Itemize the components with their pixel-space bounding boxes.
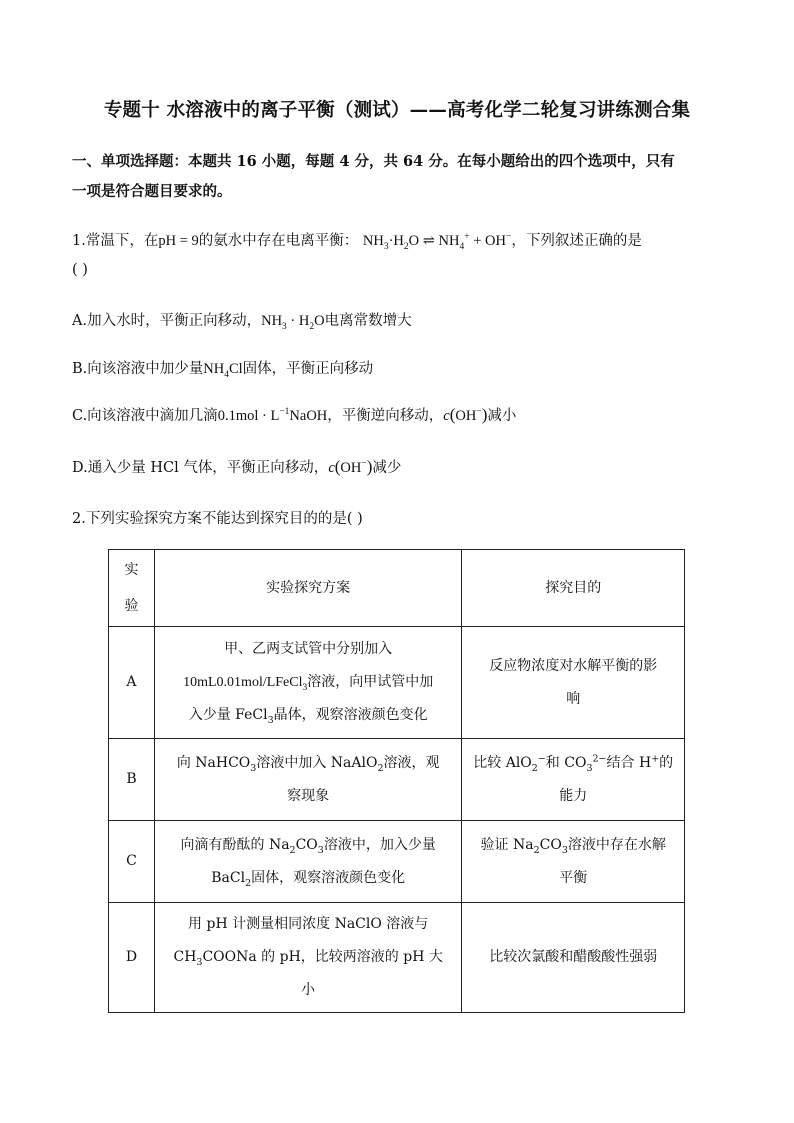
ionization-equation: $NH_3\cdot H_2O$ ⇌ $NH_4^+ + OH^-$ <box>362 232 512 252</box>
option-a: A.加入水时，平衡正向移动，$NH_3 \cdot H_2O$电离常数增大 <box>72 313 412 332</box>
row-goal: 比较 AlO$_2$−和 $CO_3^{2-}$结合 H+的 能力 <box>462 739 685 821</box>
table-row <box>109 627 685 739</box>
option-b: B.向该溶液中加少量$NH_4Cl$固体，平衡正向移动 <box>72 361 374 380</box>
row-plan: 向滴有酚酞的 $Na_2CO_3$溶液中，加入少量 BaCl$_2$固体，观察溶液颜色变化 <box>154 821 461 903</box>
page-title: 专题十 水溶液中的离子平衡（测试）——高考化学二轮复习讲练测合集 <box>103 100 691 121</box>
row-label: D <box>109 903 155 1013</box>
header-experiment: 实验 <box>109 550 155 627</box>
experiment-table <box>108 549 685 1013</box>
row-goal: 验证 $Na_2CO_3$溶液中存在水解 平衡 <box>462 821 685 903</box>
option-d: D.通入少量 HCl 气体，平衡正向移动，c(OH−)减少 <box>72 457 402 476</box>
row-label: C <box>109 821 155 903</box>
question-2-stem: 2.下列实验探究方案不能达到探究目的的是( ) <box>72 511 363 527</box>
option-c: C.向该溶液中滴加几滴$0.1mol \cdot L^{-1}NaOH$，平衡逆向移动，c(OH−)减小 <box>72 405 517 424</box>
equilibrium-arrow-icon: ⇌ <box>422 233 435 249</box>
row-plan: 向 NaHCO$_3$溶液中加入 NaAlO$_2$溶液，观 察现象 <box>154 739 461 821</box>
row-plan: 甲、乙两支试管中分别加入 10mL0.01mol/LFeCl$_3$溶液，向甲试管中加 入少量 FeCl$_3$晶体，观察溶液颜色变化 <box>154 627 461 739</box>
table-row <box>109 821 685 903</box>
question-1-stem: 1.常温下，在pH = 9的氨水中存在电离平衡： $NH_3\cdot H_2O$ ⇌ $NH_4^+ + OH^-$，下列叙述正确的是 <box>72 232 642 252</box>
nh3-h2o-formula: $NH_3 \cdot H_2O$ <box>261 313 325 332</box>
table-row <box>109 739 685 821</box>
section-heading <box>72 147 722 207</box>
row-goal: 反应物浓度对水解平衡的影 响 <box>462 627 685 739</box>
ph-expression: pH = 9 <box>158 233 199 249</box>
row-goal: 比较次氯酸和醋酸酸性强弱 <box>462 903 685 1013</box>
table-row <box>109 903 685 1013</box>
row-plan: 用 pH 计测量相同浓度 NaClO 溶液与 $CH_3COONa$ 的 pH，比较两溶液的 pH 大 小 <box>154 903 461 1013</box>
table-header-row <box>109 550 685 627</box>
question-1-answer-paren: ( ) <box>72 262 88 278</box>
section-heading-line2: 一项是符合题目要求的。 <box>72 183 232 200</box>
section-heading-line1: 一、单项选择题：本题共 16 小题，每题 4 分，共 64 分。在每小题给出的四个选项中，只有 <box>72 153 675 170</box>
row-label: B <box>109 739 155 821</box>
header-plan: 实验探究方案 <box>154 550 461 627</box>
row-label: A <box>109 627 155 739</box>
header-goal: 探究目的 <box>462 550 685 627</box>
